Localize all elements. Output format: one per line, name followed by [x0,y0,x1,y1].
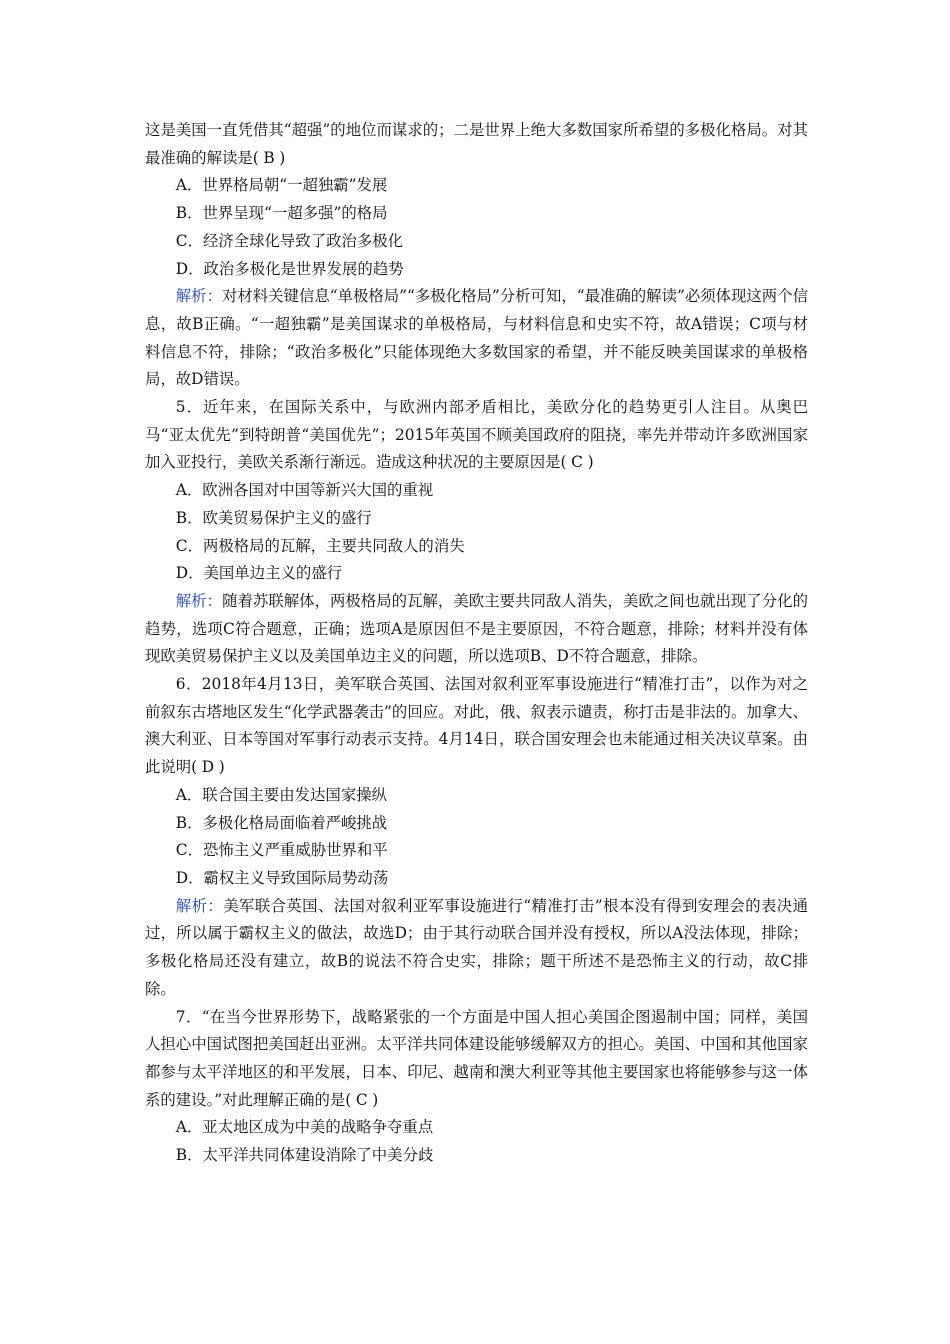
q5-option-d: D．美国单边主义的盛行 [175,564,343,583]
q5-analysis-text: 随着苏联解体，两极格局的瓦解，美欧主要共同敌人消失，美欧之间也就出现了分化的趋势，选项C符合题意，正确；选项A是原因但不是主要原因，不符合题意，排除；材料并没有体现欧美贸易保护主义以及美国单边主义的问题，所以选项B、D不符合题意，排除。 [145,591,808,666]
document-page [145,117,808,1170]
q4-option-d: D．政治多极化是世界发展的趋势 [175,259,404,278]
q4-answer: B [263,148,275,167]
q7-option-b: B．太平洋共同体建设消除了中美分歧 [175,1146,434,1165]
q4-option-b: B．世界呈现“一超多强”的格局 [175,204,388,223]
q7-stem-text: 7．“在当今世界形势下，战略紧张的一个方面是中国人担心美国企图遏制中国；同样，美国人担心中国试图把美国赶出亚洲。太平洋共同体建设能够缓解双方的担心。美国、中国和其他国家都参与太平洋地区的和平发展，日本、印尼、越南和澳大利亚等其他主要国家也将能够参与这一体系的建设。”对此理解正确的是( [145,1007,808,1109]
q5-option-a: A．欧洲各国对中国等新兴大国的重视 [175,481,434,500]
q5-option-c: C．两极格局的瓦解，主要共同敌人的消失 [175,536,465,555]
q6-stem [145,671,808,782]
q4-close-paren: ) [279,148,286,167]
q5-stem [145,394,808,477]
q4-stem-continuation [145,117,808,172]
q5-analysis-label: 解析： [175,591,223,610]
q7-close-paren: ) [372,1090,379,1109]
q4-analysis-label: 解析： [175,287,222,306]
q6-analysis-label: 解析： [175,896,224,915]
q6-stem-text: 6．2018年4月13日，美军联合英国、法国对叙利亚军事设施进行“精准打击”，以作为对之前叙东古塔地区发生“化学武器袭击”的回应。对此，俄、叙表示谴责，称打击是非法的。加拿大、澳大利亚、日本等国对军事行动表示支持。4月14日，联合国安理会也未能通过相关决议草案。由此说明( [145,675,808,777]
q4-analysis-text: 对材料关键信息“单极格局”“多极化格局”分析可知，“最准确的解读”必须体现这两个信息，故B正确。“一超独霸”是美国谋求的单极格局，与材料信息和史实不符，故A错误；C项与材料信息不符，排除；“政治多极化”只能体现绝大多数国家的希望，并不能反映美国谋求的单极格局，故D错误。 [145,287,808,389]
q6-close-paren: ) [218,758,225,777]
q5-answer: C [571,453,583,472]
q6-analysis [145,893,808,1004]
q6-option-b: B．多极化格局面临着严峻挑战 [175,813,388,832]
q6-option-d: D．霸权主义导致国际局势动荡 [175,868,389,887]
q7-option-a: A．亚太地区成为中美的战略争夺重点 [175,1118,434,1137]
q4-analysis [145,283,808,394]
q4-stem-text: 这是美国一直凭借其“超强”的地位而谋求的；二是世界上绝大多数国家所希望的多极化格局。对其最准确的解读是( [145,121,808,167]
q7-answer: C [355,1090,368,1109]
q4-option-a: A．世界格局朝“一超独霸”发展 [175,176,388,195]
q6-analysis-text: 美军联合英国、法国对叙利亚军事设施进行“精准打击”根本没有得到安理会的表决通过，所以属于霸权主义的做法，故选D；由于其行动联合国并没有授权，所以A没法体现，排除；多极化格局还没有建立，故B的说法不符合史实，排除；题干所述不是恐怖主义的行动，故C排除。 [145,896,808,998]
q6-answer: D [201,758,215,777]
q5-close-paren: ) [587,453,594,472]
q7-stem [145,1004,808,1115]
q5-option-b: B．欧美贸易保护主义的盛行 [175,508,372,527]
q5-analysis [145,588,808,671]
q5-stem-text: 5．近年来，在国际关系中，与欧洲内部矛盾相比，美欧分化的趋势更引人注目。从奥巴马“亚太优先”到特朗普“美国优先”；2015年英国不顾美国政府的阻挠，率先并带动许多欧洲国家加入亚投行，美欧关系渐行渐远。造成这种状况的主要原因是( [145,398,808,472]
q6-option-a: A．联合国主要由发达国家操纵 [175,785,387,804]
q4-option-c: C．经济全球化导致了政治多极化 [175,231,404,250]
q6-option-c: C．恐怖主义严重威胁世界和平 [175,841,388,860]
